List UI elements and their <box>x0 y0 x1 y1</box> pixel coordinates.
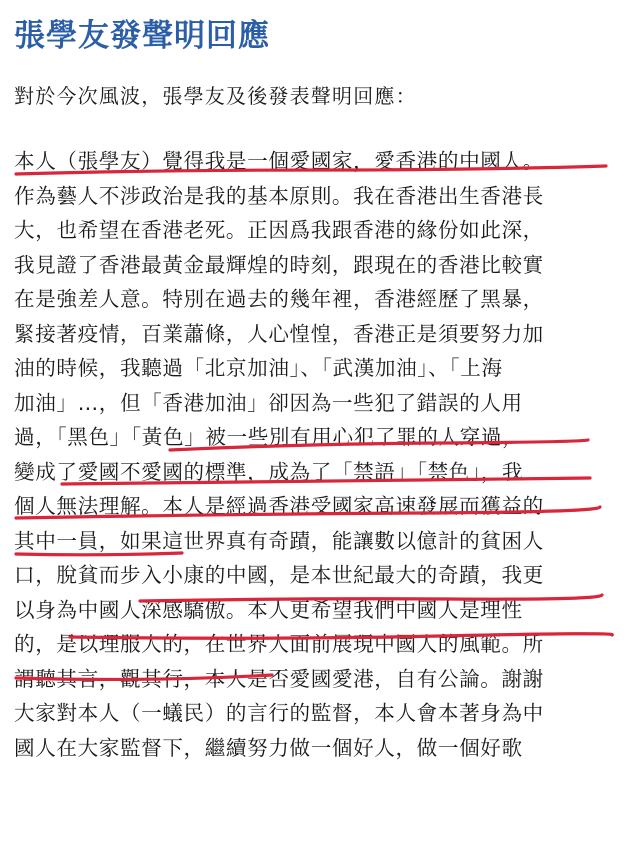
statement-line: 油的時候，我聽過「北京加油」、「武漢加油」、「上海 <box>14 356 503 380</box>
statement-line: 作為藝人不涉政治是我的基本原則。我在香港出生香港長 <box>14 183 544 208</box>
statement-line: 變成了愛國不愛國的標準，成為了「禁語」「禁色」，我 <box>14 459 524 484</box>
statement-line: 大，也希望在香港老死。正因爲我跟香港的緣份如此深， <box>14 218 544 242</box>
statement-line: 我見證了香港最黃金最輝煌的時刻，跟現在的香港比較實 <box>14 252 544 277</box>
statement-line: 在是強差人意。特別在過去的幾年裡，香港經歷了黑暴， <box>14 287 544 311</box>
statement-line: 的，是以理服人的，在世界人面前展現中國人的風範。所 <box>14 632 544 656</box>
statement-line: 大家對本人（一蟻民）的言行的監督，本人會本著身為中 <box>14 701 544 725</box>
article-title: 張學友發聲明回應 <box>14 18 270 54</box>
article-intro: 對於今次風波，張學友及後發表聲明回應： <box>14 84 417 108</box>
statement-line: 謂聽其言，觀其行，本人是否愛國愛港，自有公論。謝謝 <box>14 666 544 691</box>
statement-line: 過，「黑色」「黃色」被一些別有用心犯了罪的人穿過， <box>14 425 524 449</box>
statement-line: 本人（張學友）覺得我是一個愛國家，愛香港的中國人。 <box>14 149 544 173</box>
statement-line: 緊接著疫情，百業蕭條，人心惶惶，香港正是須要努力加 <box>14 321 544 346</box>
statement-line: 以身為中國人深感驕傲。本人更希望我們中國人是理性 <box>14 597 523 622</box>
statement-line: 個人無法理解。本人是經過香港受國家高速發展而獲益的 <box>14 494 544 518</box>
statement-line: 加油」…，但「香港加油」卻因為一些犯了錯誤的人用 <box>14 390 523 415</box>
statement-line: 口，脫貧而步入小康的中國，是本世紀最大的奇蹟，我更 <box>14 563 544 587</box>
statement-body <box>14 144 634 765</box>
statement-line: 其中一員，如果這世界真有奇蹟，能讓數以億計的貧困人 <box>14 528 544 553</box>
statement-line: 國人在大家監督下，繼續努力做一個好人，做一個好歌 <box>14 735 523 760</box>
